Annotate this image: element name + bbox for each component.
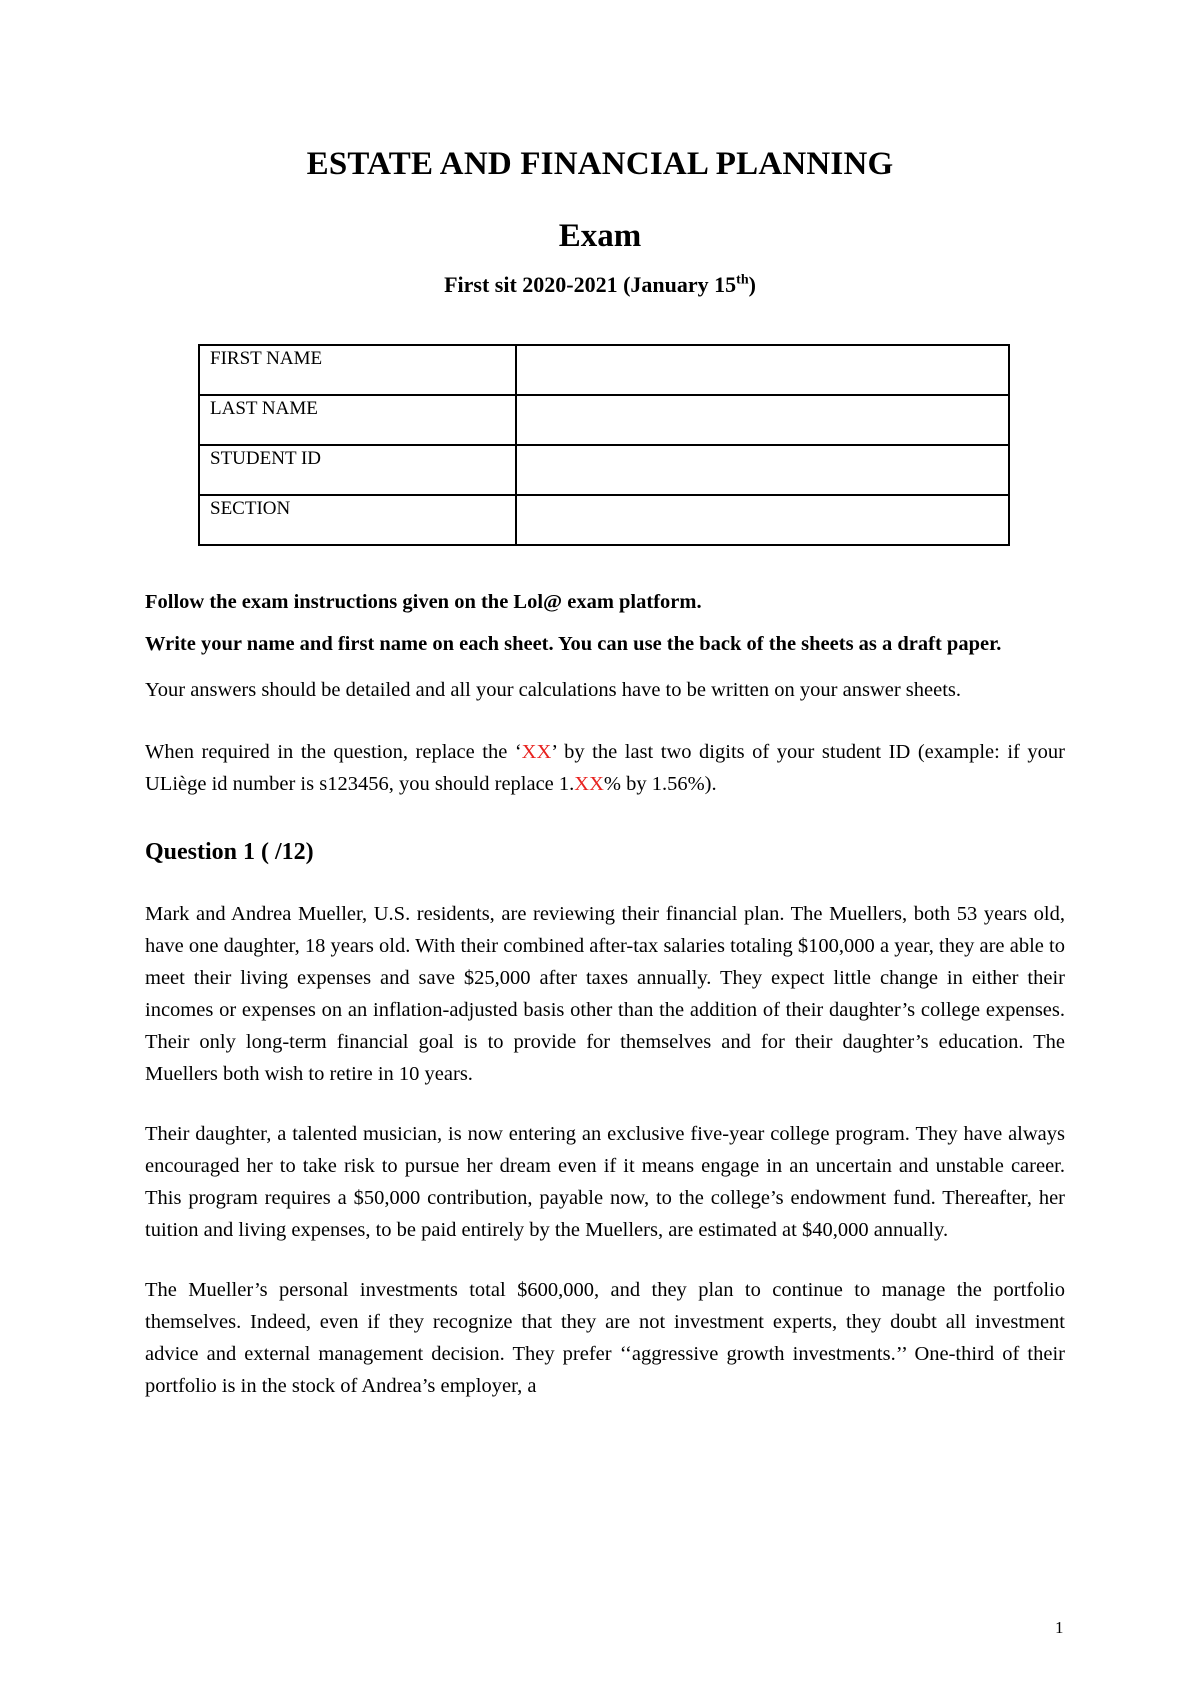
page-number: 1 — [1055, 1618, 1064, 1637]
exam-session — [0, 272, 1200, 298]
section-field[interactable] — [516, 495, 1009, 545]
student-info-table — [198, 344, 1010, 546]
document-title: ESTATE AND FINANCIAL PLANNING — [306, 146, 894, 182]
first-name-field[interactable] — [516, 345, 1009, 395]
table-row — [199, 345, 1009, 395]
first-name-label: FIRST NAME — [199, 345, 516, 395]
exam-content — [145, 586, 1065, 1430]
table-row — [199, 445, 1009, 495]
instruction-write-name: Write your name and first name on each sheet. You can use the back of the sheets as a draft paper. — [145, 633, 1002, 655]
instruction-replace-xx — [145, 736, 1065, 800]
student-id-label: STUDENT ID — [199, 445, 516, 495]
replace-text-2: ’ by the last two digits of your student ID (example: if your ULiège id number is s123456, you should replace 1. — [145, 741, 1065, 795]
exam-session-superscript: th — [736, 272, 749, 288]
last-name-label: LAST NAME — [199, 395, 516, 445]
instruction-answers: Your answers should be detailed and all your calculations have to be written on your answer sheets. — [145, 679, 962, 701]
document-subtitle: Exam — [558, 218, 642, 254]
student-id-field[interactable] — [516, 445, 1009, 495]
exam-session-text: First sit 2020-2021 (January 15 — [444, 272, 737, 297]
table-row — [199, 395, 1009, 445]
last-name-field[interactable] — [516, 395, 1009, 445]
instruction-follow: Follow the exam instructions given on the Lol@ exam platform. — [145, 591, 702, 613]
question-1-heading: Question 1 ( /12) — [145, 839, 314, 865]
question-1-paragraph: The Mueller’s personal investments total $600,000, and they plan to continue to manage the portfolio themselves. Indeed, even if they recognize that they are not investment experts, they doubt all investment advice and external management decision. They prefer ‘‘aggressive growth investments.’’ One-third of their portfolio is in the stock of Andrea’s employer, a — [145, 1279, 1065, 1397]
section-label: SECTION — [199, 495, 516, 545]
table-row — [199, 495, 1009, 545]
replace-text-1: When required in the question, replace the ‘ — [145, 741, 522, 763]
question-1-paragraph: Mark and Andrea Mueller, U.S. residents, are reviewing their financial plan. The Muellers, both 53 years old, have one daughter, 18 years old. With their combined after-tax salaries totaling $100,000 a year, they are able to meet their living expenses and save $25,000 after taxes annually. They expect little change in either their incomes or expenses on an inflation-adjusted basis other than the addition of their daughter’s college expenses. Their only long-term financial goal is to provide for themselves and for their daughter’s education. The Muellers both wish to retire in 10 years. — [145, 903, 1065, 1085]
exam-session-close: ) — [748, 272, 756, 297]
question-1-paragraph: Their daughter, a talented musician, is now entering an exclusive five-year college program. They have always encouraged her to take risk to pursue her dream even if it means engage in an uncertain and unstable career. This program requires a $50,000 contribution, payable now, to the college’s endowment fund. Thereafter, her tuition and living expenses, to be paid entirely by the Muellers, are estimated at $40,000 annually. — [145, 1123, 1065, 1241]
replace-text-3: % by 1.56%). — [603, 773, 717, 795]
xx-placeholder: XX — [521, 741, 552, 763]
xx-placeholder-example: XX — [574, 773, 604, 795]
